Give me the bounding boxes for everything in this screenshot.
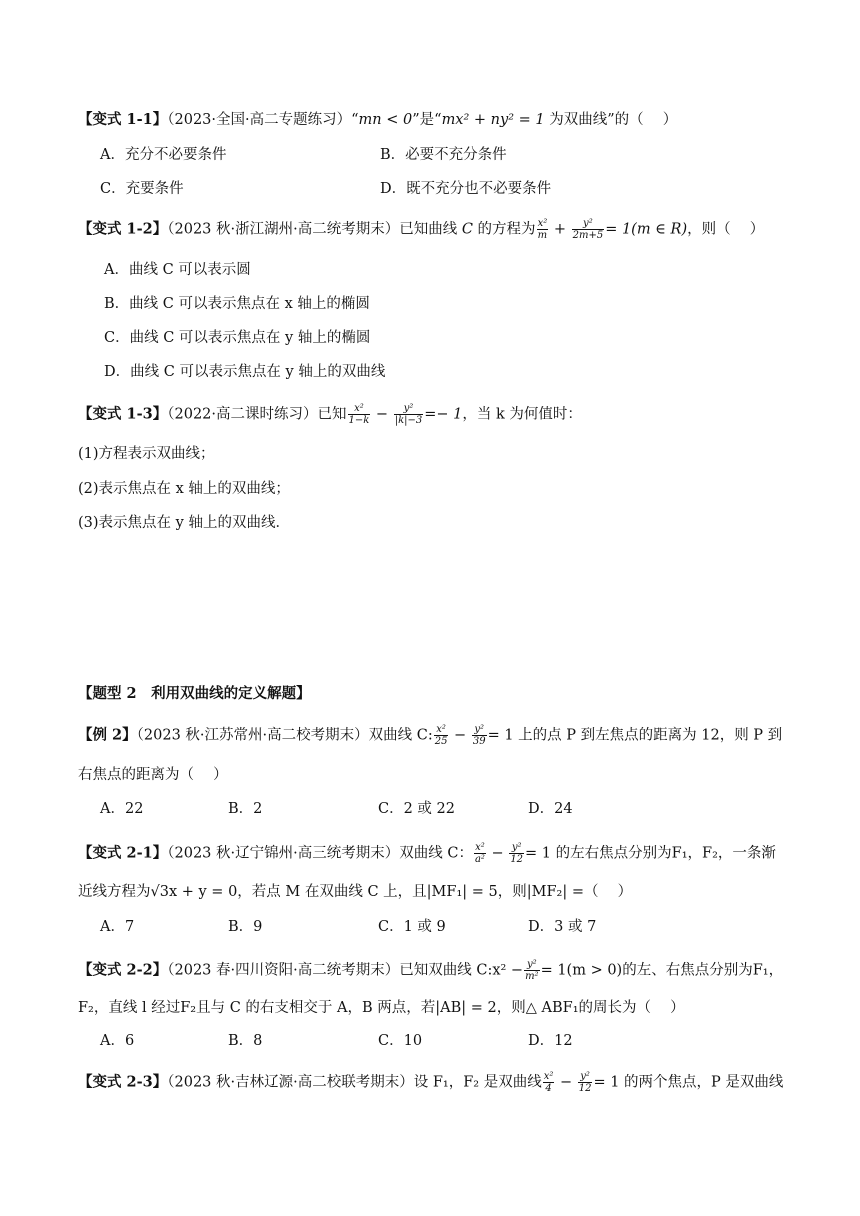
stem-text: 设 F₁，F₂ 是双曲线: [413, 1074, 542, 1091]
stem-text: = 1(m > 0)的左、右焦点分别为F₁，: [540, 962, 784, 979]
fraction: $\frac{\text{x²}}{\text{a²}}$: [474, 842, 485, 865]
section-heading: 【题型 2 利用双曲线的定义解题】: [78, 685, 311, 702]
math-expr: mx² + ny² = 1: [441, 112, 545, 128]
stem-text: 双曲线 C：: [399, 845, 473, 862]
question-v1-1-stem: [78, 110, 677, 130]
question-v2-3-stem: 【变式 2-3】（2023 秋·吉林辽源·高二校联考期末）设 F₁，F₂ 是双曲线 $\frac{\text{x²}}{4}$ − $\frac{\text{y²}}{12}$ = 1 的两个焦点，P 是双曲线: [78, 1071, 784, 1094]
option-d: D．24: [528, 801, 573, 817]
question-v2-1-stem-line2: 近线方程为√3x + y = 0，若点 M 在双曲线 C 上，且|MF₁| = 5，则|MF₂| =（ ）: [78, 884, 633, 900]
stem-text: = 1 上的点 P 到左焦点的距离为 12，则 P 到: [487, 727, 783, 744]
option-d: D．曲线 C 可以表示焦点在 y 轴上的双曲线: [104, 364, 386, 380]
option-a: A．曲线 C 可以表示圆: [104, 262, 251, 278]
option-a: A．7: [100, 919, 135, 935]
math-expr: mn < 0: [358, 112, 413, 128]
question-label: 【变式 1-2】: [78, 220, 168, 238]
option-c: C．充要条件: [100, 181, 184, 197]
option-d: D．3 或 7: [528, 919, 597, 935]
question-label: 【变式 2-3】: [78, 1073, 168, 1091]
option-b: B．9: [228, 919, 263, 935]
question-e2-stem-line2: 右焦点的距离为（ ）: [78, 767, 228, 783]
option-d: D．12: [528, 1033, 573, 1049]
math-expr: =− 1: [424, 406, 463, 423]
option-c: C．曲线 C 可以表示焦点在 y 轴上的椭圆: [104, 330, 371, 346]
stem-text: “: [351, 112, 359, 128]
option-a: A．22: [100, 801, 144, 817]
sub-question-3: (3)表示焦点在 y 轴上的双曲线．: [78, 515, 290, 531]
fraction: $\frac{\text{x²}}{m}$: [537, 218, 548, 241]
stem-text: 已知双曲线 C:x² −: [399, 962, 524, 979]
option-a: A．6: [100, 1033, 135, 1049]
question-v2-2-stem-line2: F₂，直线 l 经过F₂且与 C 的右支相交于 A，B 两点，若|AB| = 2，则△ ABF₁的周长为（ ）: [78, 1000, 685, 1016]
question-label: 【变式 1-1】: [78, 111, 168, 128]
question-source: （2023·全国·高二专题练习）: [167, 112, 352, 128]
option-d: D．既不充分也不必要条件: [380, 181, 552, 197]
option-c: C．2 或 22: [378, 801, 455, 817]
stem-text: = 1 的两个焦点，P 是双曲线: [593, 1074, 784, 1091]
option-c: C．1 或 9: [378, 919, 446, 935]
stem-text: = 1 的左右焦点分别为F₁，F₂，一条渐: [525, 845, 776, 862]
option-c: C．10: [378, 1033, 423, 1049]
stem-text: 已知: [317, 406, 347, 423]
question-source: （2023 秋·浙江湖州·高二统考期末）: [167, 221, 400, 238]
question-source: （2022·高二课时练习）: [167, 406, 318, 423]
stem-text: ”是“: [412, 112, 442, 128]
fraction: $\frac{\text{y²}}{39}$: [472, 724, 486, 747]
stem-text: ，则（ ）: [687, 221, 765, 238]
fraction: $\frac{\text{x²}}{4}$: [543, 1071, 554, 1094]
fraction: $\frac{\text{y²}}{|k|-3}$: [394, 403, 423, 426]
option-b: B．曲线 C 可以表示焦点在 x 轴上的椭圆: [104, 296, 370, 312]
math-expr: C: [461, 221, 473, 238]
question-source: （2023 秋·吉林辽源·高二校联考期末）: [167, 1074, 414, 1091]
question-source: （2023 秋·辽宁锦州·高三统考期末）: [167, 845, 400, 862]
question-label: 【变式 2-2】: [78, 961, 168, 979]
fraction: $\frac{\text{x²}}{25}$: [434, 724, 448, 747]
stem-text: 的方程为: [472, 221, 536, 238]
fraction: $\frac{\text{y²}}{12}$: [510, 842, 524, 865]
question-source: （2023 秋·江苏常州·高二校考期末）: [136, 727, 369, 744]
fraction: $\frac{\text{x²}}{1-k}$: [348, 403, 370, 426]
option-b: B．8: [228, 1033, 263, 1049]
stem-text: 双曲线 C:: [368, 727, 433, 744]
option-a: A．充分不必要条件: [100, 147, 227, 163]
question-e2-stem: 【例 2】（2023 秋·江苏常州·高二校考期末）双曲线 C: $\frac{\text{x²}}{25}$ − $\frac{\text{y²}}{39}$ = 1 上的点 P 到左焦点的距离为 12，则 P 到: [78, 724, 783, 747]
sub-question-1: (1)方程表示双曲线；: [78, 446, 215, 462]
question-v2-2-stem: [78, 959, 783, 982]
question-label: 【变式 1-3】: [78, 405, 168, 423]
question-label: 【变式 2-1】: [78, 844, 168, 862]
stem-text: ，当 k 为何值时：: [462, 406, 582, 423]
stem-text: 已知曲线: [399, 221, 462, 238]
question-v2-1-stem: 【变式 2-1】（2023 秋·辽宁锦州·高三统考期末）双曲线 C： $\frac{\text{x²}}{\text{a²}}$ − $\frac{\text{y²}}{12}$ = 1 的左右焦点分别为F₁，F₂，一条渐: [78, 842, 776, 865]
option-b: B．必要不充分条件: [380, 147, 507, 163]
question-v1-2-stem: 【变式 1-2】（2023 秋·浙江湖州·高二统考期末）已知曲线 C 的方程为 $\frac{\text{x²}}{m}$ + $\frac{\text{y²}}{2m+5}$ = 1(m ∈ R)，则（ ）: [78, 218, 765, 241]
sub-question-2: (2)表示焦点在 x 轴上的双曲线；: [78, 481, 290, 497]
fraction: $\frac{\text{y²}}{2m+5}$: [572, 218, 604, 241]
question-label: 【例 2】: [78, 726, 137, 744]
question-v1-3-stem: 【变式 1-3】（2022·高二课时练习）已知 $\frac{\text{x²}}{1-k}$ − $\frac{\text{y²}}{|k|-3}$ =− 1，当 k 为何值时：: [78, 403, 582, 426]
option-b: B．2: [228, 801, 263, 817]
fraction: $\frac{\text{y²}}{\text{m²}}$: [525, 959, 539, 982]
fraction: $\frac{\text{y²}}{12}$: [578, 1071, 592, 1094]
question-source: （2023 春·四川资阳·高二统考期末）: [167, 962, 400, 979]
math-expr: = 1(m ∈ R): [605, 221, 688, 238]
stem-text: 为双曲线”的（ ）: [544, 112, 678, 128]
